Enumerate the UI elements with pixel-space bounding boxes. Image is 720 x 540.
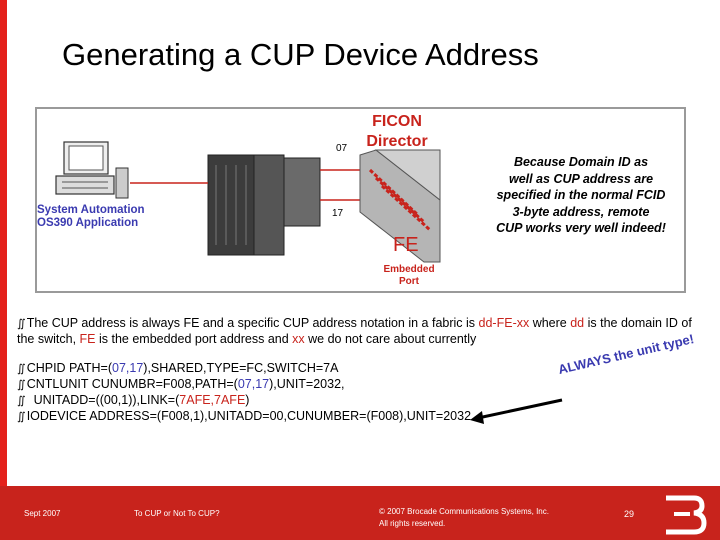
embedded-line2: Port: [399, 276, 419, 287]
bullet-text: is the embedded port address and: [95, 332, 293, 346]
bullet-highlight: dd: [570, 316, 585, 330]
config-text: ),SHARED,TYPE=FC,SWITCH=7A: [143, 361, 339, 375]
bullet-marker-icon: ∬: [17, 379, 26, 391]
bullet-marker-icon: ∬: [17, 395, 26, 407]
bullet-marker-icon: ∬: [17, 363, 26, 375]
slide-title: Generating a CUP Device Address: [62, 37, 539, 72]
copyright-line1: © 2007 Brocade Communications Systems, Inc.: [379, 507, 549, 516]
config-highlight: 07,17: [237, 377, 270, 391]
bullet-highlight: FE: [79, 332, 96, 346]
system-automation-line1: System Automation: [37, 204, 145, 216]
footer-copyright: [379, 506, 549, 530]
config-highlight: 7AFE,7AFE: [179, 393, 246, 407]
bullet-text: The CUP address is always FE and a specific CUP address notation in a fabric is: [26, 316, 479, 330]
ficon-line1: FICON: [372, 113, 422, 130]
config-text: CNTLUNIT CUNUMBR=F008,PATH=(: [26, 377, 238, 391]
bullet-text: is the domain ID of the switch,: [17, 316, 692, 346]
fe-label: FE: [393, 234, 419, 256]
config-text: CHPID PATH=(: [26, 361, 112, 375]
callout-line: 3-byte address, remote: [512, 204, 650, 219]
ficon-line2: Director: [366, 133, 428, 150]
config-text: IODEVICE ADDRESS=(F008,1),UNITADD=00,CUNUMBER=(F008),UNIT=2032: [26, 409, 472, 423]
bullet-text: we do not care about currently: [304, 332, 477, 346]
callout-line: well as CUP address are: [508, 171, 654, 186]
config-text: ),UNIT=2032,: [269, 377, 345, 391]
config-highlight: 07,17: [112, 361, 144, 375]
footer-page-number: 29: [624, 509, 635, 519]
callout-line: Because Domain ID as: [513, 155, 649, 169]
port-17-label: 17: [332, 208, 344, 219]
unit-type-annotation: ALWAYS the unit type!: [556, 331, 696, 377]
port-07-label: 07: [336, 143, 348, 154]
bullet-text: where: [529, 316, 571, 330]
system-automation-line2: OS390 Application: [37, 217, 139, 229]
bullet-marker-icon: ∬: [17, 318, 26, 330]
brocade-logo-icon: [660, 492, 708, 536]
bullet-highlight: dd-FE-xx: [478, 316, 530, 330]
embedded-line1: Embedded: [383, 264, 435, 275]
bullet-marker-icon: ∬: [17, 411, 26, 423]
copyright-line2: All rights reserved.: [379, 519, 446, 528]
callout-line: specified in the normal FCID: [496, 188, 666, 202]
footer-session: To CUP or Not To CUP?: [134, 509, 220, 518]
config-text: ): [245, 393, 250, 407]
footer-bar: [0, 486, 720, 540]
config-text: UNITADD=((00,1)),LINK=(: [33, 393, 180, 407]
callout-line: CUP works very well indeed!: [496, 221, 666, 235]
bullet-highlight: xx: [292, 332, 305, 346]
footer-date: Sept 2007: [24, 509, 61, 518]
